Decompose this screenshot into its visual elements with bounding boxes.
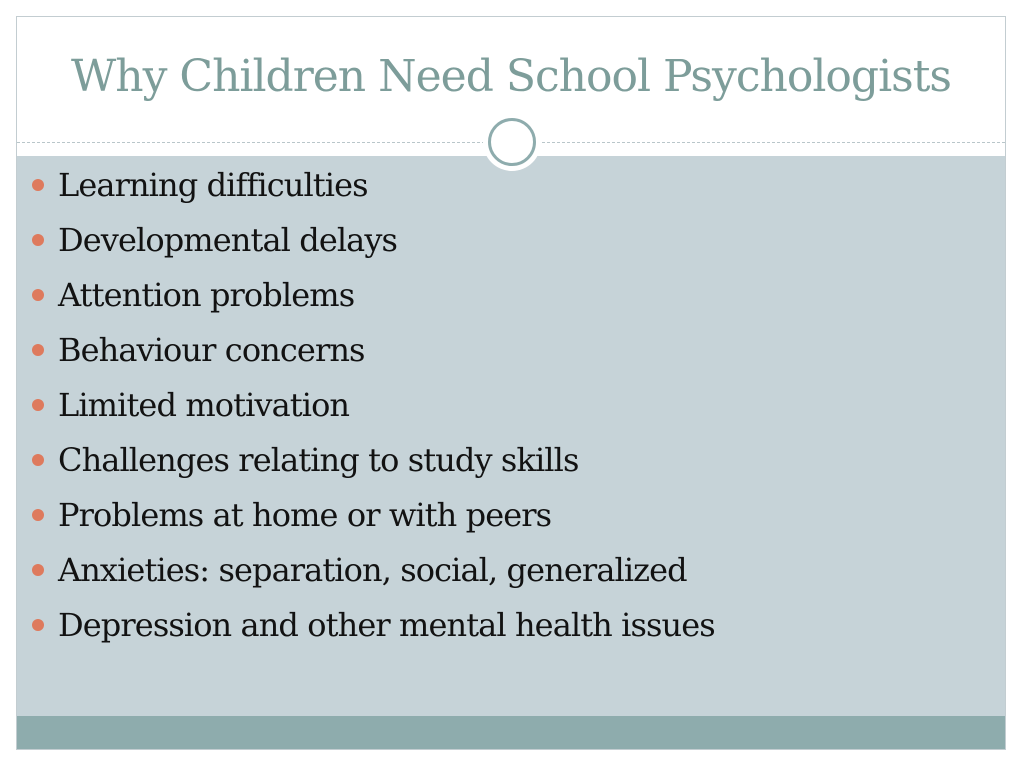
bullet-text: Developmental delays bbox=[58, 221, 398, 259]
bullet-icon bbox=[32, 564, 44, 576]
bullet-text: Anxieties: separation, social, generalized bbox=[58, 551, 687, 589]
bullet-icon bbox=[32, 179, 44, 191]
bullet-icon bbox=[32, 509, 44, 521]
bullet-list bbox=[28, 163, 715, 658]
bullet-item bbox=[28, 163, 715, 218]
bullet-text: Attention problems bbox=[58, 276, 355, 314]
bullet-icon bbox=[32, 344, 44, 356]
bullet-text: Problems at home or with peers bbox=[58, 496, 552, 534]
bullet-text: Behaviour concerns bbox=[58, 331, 365, 369]
bullet-icon bbox=[32, 454, 44, 466]
bullet-text: Challenges relating to study skills bbox=[58, 441, 579, 479]
bullet-item bbox=[28, 328, 715, 383]
bullet-icon bbox=[32, 289, 44, 301]
bullet-text: Limited motivation bbox=[58, 386, 350, 424]
bullet-item bbox=[28, 603, 715, 658]
bullet-item bbox=[28, 493, 715, 548]
bullet-icon bbox=[32, 234, 44, 246]
bullet-item bbox=[28, 273, 715, 328]
bullet-icon bbox=[32, 399, 44, 411]
bullet-item bbox=[28, 438, 715, 493]
bullet-item bbox=[28, 218, 715, 273]
bullet-item bbox=[28, 383, 715, 438]
bullet-text: Learning difficulties bbox=[58, 166, 368, 204]
footer-bar bbox=[17, 716, 1005, 750]
bullet-item bbox=[28, 548, 715, 603]
bullet-text: Depression and other mental health issues bbox=[58, 606, 715, 644]
ring-ornament-inner bbox=[488, 118, 536, 166]
bullet-icon bbox=[32, 619, 44, 631]
slide-title: Why Children Need School Psychologists bbox=[71, 51, 951, 102]
